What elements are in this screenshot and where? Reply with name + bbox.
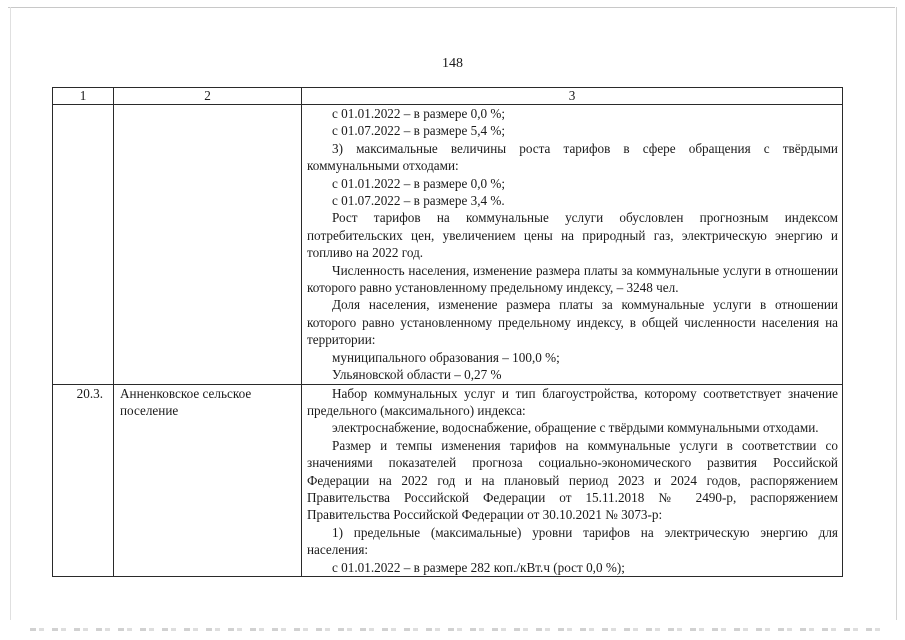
table-row (53, 105, 843, 385)
paragraph: Ульяновской области – 0,27 % (332, 367, 502, 383)
column-header-2: 2 (114, 88, 302, 105)
scan-border-right (896, 7, 897, 620)
paragraph: Численность населения, изменение размера платы за коммунальные услуги в отношении которого равно установленному предельному индексу, – 3248 чел. (307, 262, 838, 296)
scan-border-left (10, 7, 11, 620)
table-header-row (53, 88, 843, 105)
paragraph: с 01.01.2022 – в размере 282 коп./кВт.ч (рост 0,0 %); (332, 559, 625, 575)
settlement-name: Анненковское сельское поселение (114, 384, 302, 576)
scan-noise-bottom (30, 628, 885, 631)
paragraph: Размер и темпы изменения тарифов на коммунальные услуги в соответствии со значениями показателей прогноза социально-экономического развития Российской Федерации на 2022 год и на плановый период 2023 и 2024 годов, распоряжением Правительства Российской Федерации от 15.11.2018 № 2490-р, распоряжением Правительства Российской Федерации от 30.10.2021 № 3073-р: (307, 437, 838, 523)
paragraph: Доля населения, изменение размера платы за коммунальные услуги в отношении которого равно установленному предельному индексу, в общей численности населения на территории: (307, 297, 838, 348)
paragraph: Рост тарифов на коммунальные услуги обусловлен прогнозным индексом потребительских цен, увеличением цены на природный газ, электрическую энергию и топливо на 2022 год. (307, 210, 838, 261)
table-row (53, 384, 843, 576)
row-description (302, 105, 843, 385)
scan-border-top (8, 7, 895, 8)
paragraph: с 01.01.2022 – в размере 0,0 %; (332, 106, 506, 121)
paragraph: с 01.01.2022 – в размере 0,0 %; (332, 175, 506, 191)
row-number (53, 105, 114, 385)
settlement-name (114, 105, 302, 385)
paragraph: Набор коммунальных услуг и тип благоустройства, которому соответствует значение предельного (максимального) индекса: (307, 385, 838, 418)
row-description (302, 384, 843, 576)
paragraph: муниципального образования – 100,0 %; (332, 349, 560, 365)
paragraph: с 01.07.2022 – в размере 3,4 %. (332, 193, 505, 209)
column-header-3: 3 (302, 88, 843, 105)
page-number: 148 (442, 56, 463, 71)
paragraph: с 01.07.2022 – в размере 5,4 %; (332, 123, 506, 139)
row-number: 20.3. (53, 384, 114, 576)
paragraph: 3) максимальные величины роста тарифов в сфере обращения с твёрдыми коммунальными отходами: (307, 140, 838, 174)
paragraph: электроснабжение, водоснабжение, обращение с твёрдыми коммунальными отходами. (332, 420, 819, 436)
paragraph: 1) предельные (максимальные) уровни тарифов на электрическую энергию для населения: (307, 524, 838, 558)
document-table (52, 87, 843, 577)
column-header-1: 1 (53, 88, 114, 105)
